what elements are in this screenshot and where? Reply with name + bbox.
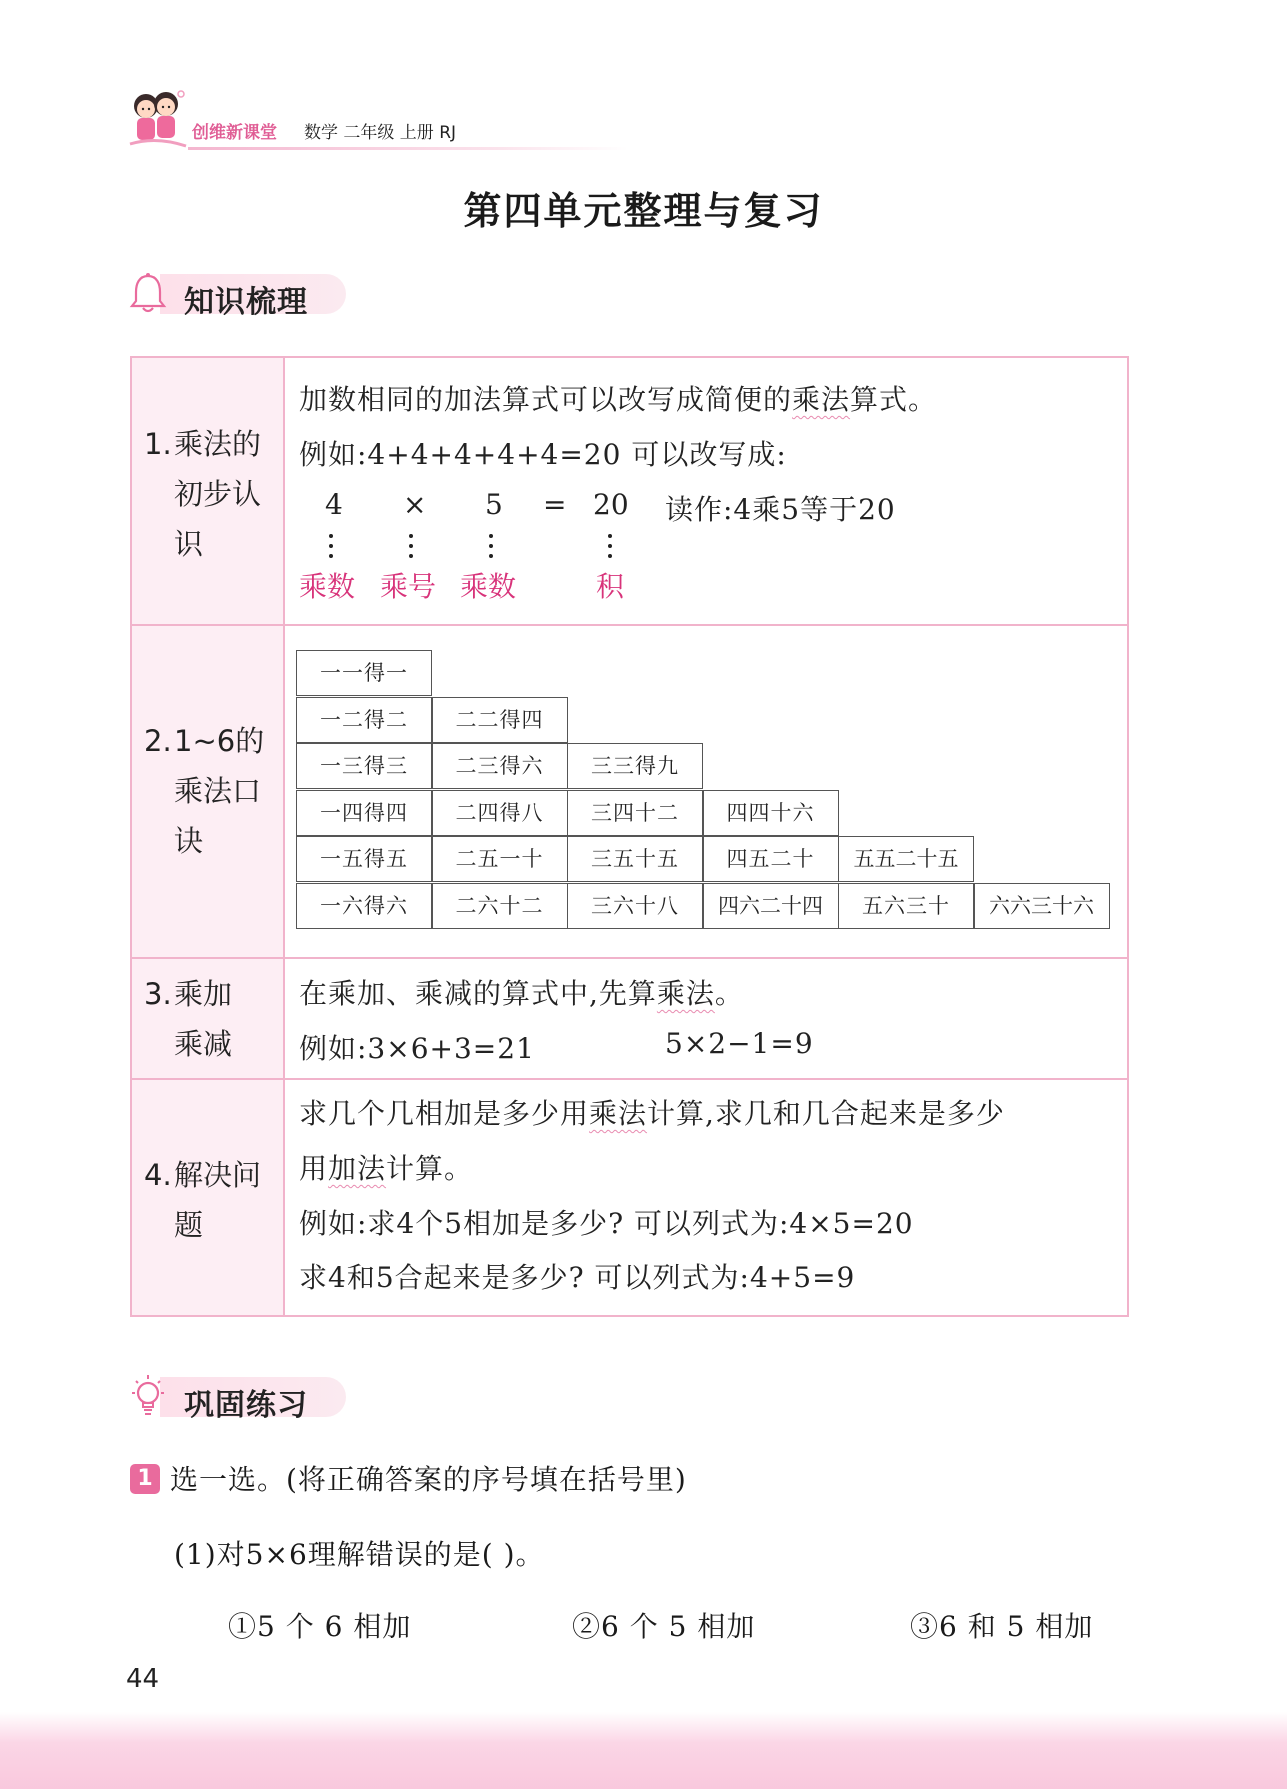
page-title: 第四单元整理与复习	[463, 189, 824, 233]
section-heading-practice	[126, 1373, 352, 1423]
dotted-pointer	[326, 532, 336, 562]
book-info: 数学 二年级 上册 RJ	[304, 123, 457, 143]
dotted-pointer	[406, 532, 416, 562]
times-sign: ×	[403, 488, 427, 521]
dotted-pointer	[486, 532, 496, 562]
product: 20	[593, 488, 629, 521]
multiplication-rhyme-cell: 四五二十	[703, 836, 839, 882]
example-line: 例如:4+4+4+4+4=20 可以改写成:	[299, 438, 787, 471]
table-row	[132, 626, 1127, 959]
category-label: 乘法的初步认识	[174, 427, 262, 561]
mascot-logo-icon	[126, 84, 188, 154]
option-2[interactable]: ②6 个 5 相加	[572, 1610, 756, 1643]
table-row	[132, 959, 1127, 1080]
section-label: 知识梳理	[184, 285, 308, 320]
multiplication-rhyme-cell: 一五得五	[296, 836, 432, 882]
text-segment: 计算,求几和几合起来是多少	[647, 1097, 1005, 1130]
label-product: 积	[596, 570, 625, 603]
option-3[interactable]: ③6 和 5 相加	[910, 1610, 1094, 1643]
bell-icon	[126, 270, 170, 316]
multiplication-rhyme-cell: 一四得四	[296, 790, 432, 836]
row-number: 3.	[144, 977, 172, 1011]
content-cell	[285, 1080, 1127, 1315]
multiplication-rhyme-cell: 一六得六	[296, 883, 432, 929]
content-line	[299, 378, 937, 418]
multiplication-rhyme-cell: 五五二十五	[838, 836, 974, 882]
table-row	[132, 1080, 1127, 1315]
multiplication-rhyme-cell: 二二得四	[432, 697, 568, 743]
section-heading-knowledge	[126, 270, 352, 320]
row-number: 4.	[144, 1158, 172, 1192]
text-segment: 加数相同的加法算式可以改写成简便的	[299, 383, 793, 416]
highlight-term: 加法	[328, 1152, 387, 1185]
multiplication-rhyme-cell: 二五一十	[432, 836, 568, 882]
row-number: 2.	[144, 724, 172, 758]
option-1[interactable]: ①5 个 6 相加	[228, 1610, 412, 1643]
content-line	[299, 1147, 473, 1187]
category-label: 解决问题	[174, 1158, 262, 1242]
multiplication-rhyme-cell: 一一得一	[296, 650, 432, 696]
category-cell	[132, 358, 285, 624]
text-segment: 计算。	[386, 1152, 474, 1185]
example-line: 求4和5合起来是多少? 可以列式为:4+5=9	[299, 1261, 856, 1294]
multiplication-rhyme-cell: 二三得六	[432, 743, 568, 789]
multiplication-rhyme-cell: 三四十二	[567, 790, 703, 836]
table-row	[132, 358, 1127, 626]
equals-sign: =	[543, 488, 567, 521]
label-factor: 乘数	[460, 570, 517, 603]
content-cell	[285, 358, 1127, 624]
example-line: 例如:求4个5相加是多少? 可以列式为:4×5=20	[299, 1207, 914, 1240]
lightbulb-icon	[126, 1373, 170, 1419]
text-segment: 求几个几相加是多少用	[299, 1097, 590, 1130]
brand-name: 创维新课堂	[192, 123, 277, 143]
reading-text: 读作:4乘5等于20	[665, 493, 896, 526]
example-line: 例如:3×6+3=21	[299, 1032, 535, 1065]
text-segment: 算式。	[850, 383, 938, 416]
footer-band	[0, 1712, 1287, 1789]
factor-b: 5	[485, 488, 503, 521]
category-label: 乘加乘减	[174, 977, 233, 1061]
multiplication-rhyme-cell: 五六三十	[838, 883, 974, 929]
multiplication-rhyme-cell: 一三得三	[296, 743, 432, 789]
exercise-prompt: 选一选。(将正确答案的序号填在括号里)	[170, 1463, 687, 1496]
multiplication-rhyme-cell: 三六十八	[567, 883, 703, 929]
highlight-term: 乘法	[656, 977, 715, 1010]
text-segment: 用	[299, 1152, 329, 1185]
category-cell	[132, 1080, 285, 1315]
label-sign: 乘号	[380, 570, 437, 603]
category-cell	[132, 626, 285, 957]
section-label: 巩固练习	[184, 1388, 308, 1423]
text-segment: 。	[714, 977, 744, 1010]
factor-a: 4	[325, 488, 343, 521]
knowledge-table	[130, 356, 1129, 1317]
multiplication-rhyme-cell: 二六十二	[432, 883, 568, 929]
page-number: 44	[126, 1664, 160, 1694]
category-cell	[132, 959, 285, 1078]
multiplication-chart	[285, 626, 1127, 957]
content-line	[299, 972, 744, 1012]
exercise-number-badge: 1	[130, 1464, 160, 1494]
content-line	[299, 1092, 1005, 1132]
multiplication-rhyme-cell: 三五十五	[567, 836, 703, 882]
multiplication-rhyme-cell: 二四得八	[432, 790, 568, 836]
multiplication-rhyme-cell: 一二得二	[296, 697, 432, 743]
highlight-term: 乘法	[792, 383, 851, 416]
content-cell	[285, 959, 1127, 1078]
highlight-term: 乘法	[589, 1097, 648, 1130]
label-factor: 乘数	[299, 570, 356, 603]
question-1: (1)对5×6理解错误的是( )。	[174, 1538, 545, 1571]
text-segment: 在乘加、乘减的算式中,先算	[299, 977, 657, 1010]
page-header	[126, 84, 686, 154]
multiplication-rhyme-cell: 三三得九	[567, 743, 703, 789]
dotted-pointer	[605, 532, 615, 562]
multiplication-rhyme-cell: 四六二十四	[703, 883, 839, 929]
category-label: 1~6的乘法口诀	[174, 724, 265, 858]
example-line: 5×2−1=9	[665, 1027, 814, 1060]
multiplication-rhyme-cell: 四四十六	[703, 790, 839, 836]
multiplication-rhyme-cell: 六六三十六	[974, 883, 1110, 929]
row-number: 1.	[144, 427, 172, 461]
header-divider	[188, 147, 628, 150]
